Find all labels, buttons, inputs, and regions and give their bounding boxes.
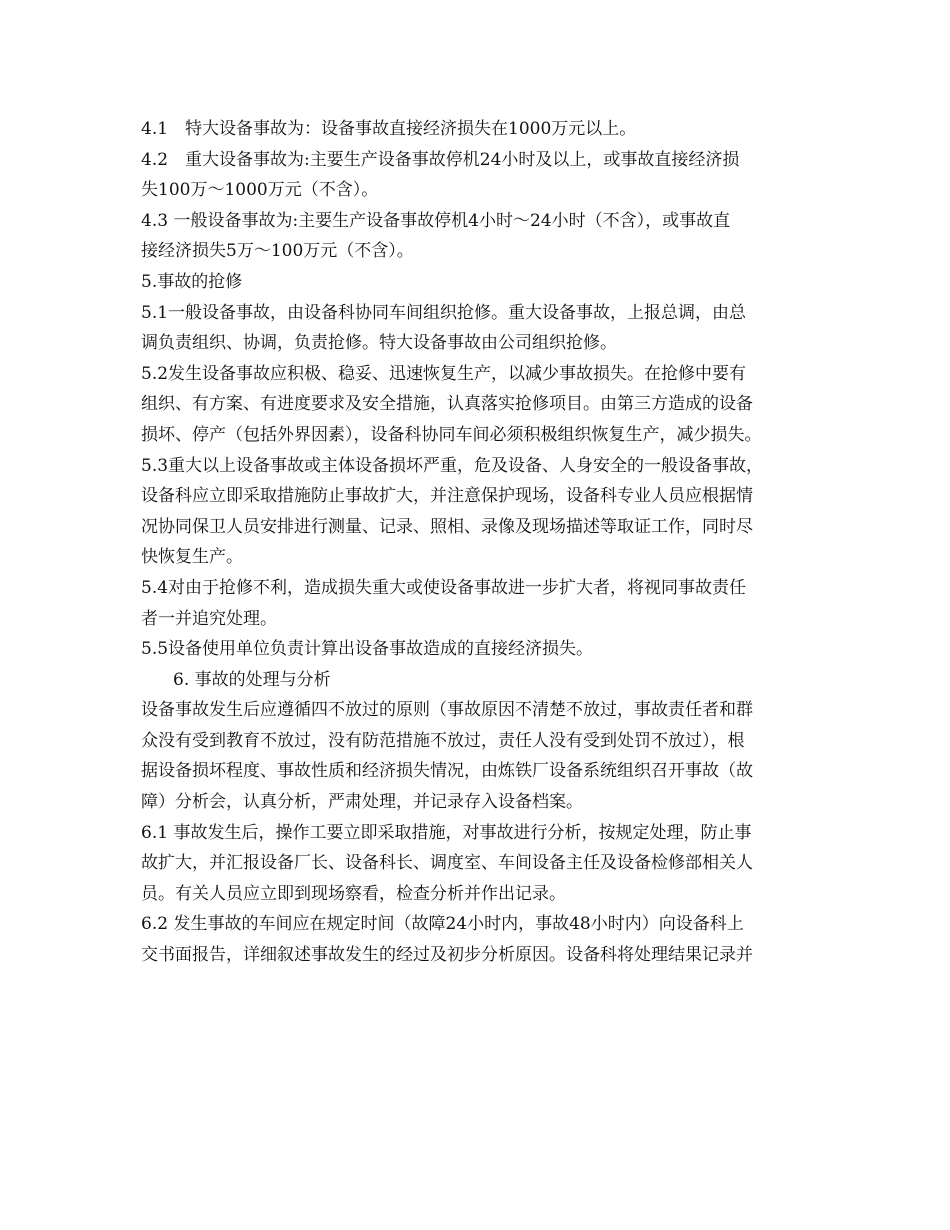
document-body (141, 114, 821, 971)
text-line-5-3-cont-3: 快恢复生产。 (141, 547, 243, 568)
text-line-5-3: 5.3重大以上设备事故或主体设备损坏严重，危及设备、人身安全的一般设备事故， (141, 455, 764, 476)
text-line-6-1-cont-1: 故扩大，并汇报设备厂长、设备科长、调度室、车间设备主任及设备检修部相关人 (141, 853, 753, 874)
text-line-5-1: 5.1一般设备事故，由设备科协同车间组织抢修。重大设备事故，上报总调，由总 (141, 302, 747, 323)
text-line-6-intro-cont-2: 据设备损坏程度、事故性质和经济损失情况，由炼铁厂设备系统组织召开事故（故 (141, 761, 753, 782)
text-line-5-3-cont-2: 况协同保卫人员安排进行测量、记录、照相、录像及现场描述等取证工作，同时尽 (141, 516, 753, 537)
text-line-6-1: 6.1 事故发生后，操作工要立即采取措施，对事故进行分析，按规定处理，防止事 (141, 822, 752, 843)
text-line-6-intro-cont-1: 众没有受到教育不放过，没有防范措施不放过，责任人没有受到处罚不放过），根 (141, 730, 745, 751)
text-line-6-1-cont-2: 员。有关人员应立即到现场察看，检查分析并作出记录。 (141, 883, 566, 904)
text-line-4-1: 4.1 特大设备事故为：设备事故直接经济损失在1000万元以上。 (141, 119, 637, 139)
text-line-5-3-cont-1: 设备科应立即采取措施防止事故扩大，并注意保护现场，设备科专业人员应根据情 (141, 486, 753, 507)
text-line-5-5: 5.5设备使用单位负责计算出设备事故造成的直接经济损失。 (141, 639, 594, 660)
text-line-5-2: 5.2发生设备事故应积极、稳妥、迅速恢复生产，以减少事故损失。在抢修中要有 (141, 363, 747, 384)
text-line-4-2-cont: 失100万～1000万元（不含）。 (141, 180, 379, 201)
text-line-4-2: 4.2 重大设备事故为:主要生产设备事故停机24小时及以上，或事故直接经济损 (141, 149, 740, 170)
text-line-4-3-cont: 接经济损失5万～100万元（不含）。 (141, 241, 414, 262)
text-line-5-2-cont-2: 损坏、停产（包括外界因素），设备科协同车间必须积极组织恢复生产，减少损失。 (141, 424, 762, 445)
text-line-6-intro: 设备事故发生后应遵循四不放过的原则（事故原因不清楚不放过，事故责任者和群 (141, 700, 753, 721)
text-line-5-4: 5.4对由于抢修不利，造成损失重大或使设备事故进一步扩大者，将视同事故责任 (141, 577, 747, 598)
section-heading-6: 6. 事故的处理与分析 (173, 669, 331, 690)
text-line-6-intro-cont-3: 障）分析会，认真分析，严肃处理，并记录存入设备档案。 (141, 792, 583, 813)
text-line-5-1-cont: 调负责组织、协调，负责抢修。特大设备事故由公司组织抢修。 (141, 333, 617, 354)
text-line-6-2-cont: 交书面报告，详细叙述事故发生的经过及初步分析原因。设备科将处理结果记录并 (141, 945, 753, 966)
text-line-5-2-cont-1: 组织、有方案、有进度要求及安全措施，认真落实抢修项目。由第三方造成的设备 (141, 394, 753, 415)
text-line-4-3: 4.3 一般设备事故为:主要生产设备事故停机4小时～24小时（不含），或事故直 (141, 210, 731, 231)
section-heading-5: 5.事故的抢修 (141, 271, 243, 292)
text-line-5-4-cont: 者一并追究处理。 (141, 608, 277, 629)
text-line-6-2: 6.2 发生事故的车间应在规定时间（故障24小时内，事故48小时内）向设备科上 (141, 914, 744, 935)
